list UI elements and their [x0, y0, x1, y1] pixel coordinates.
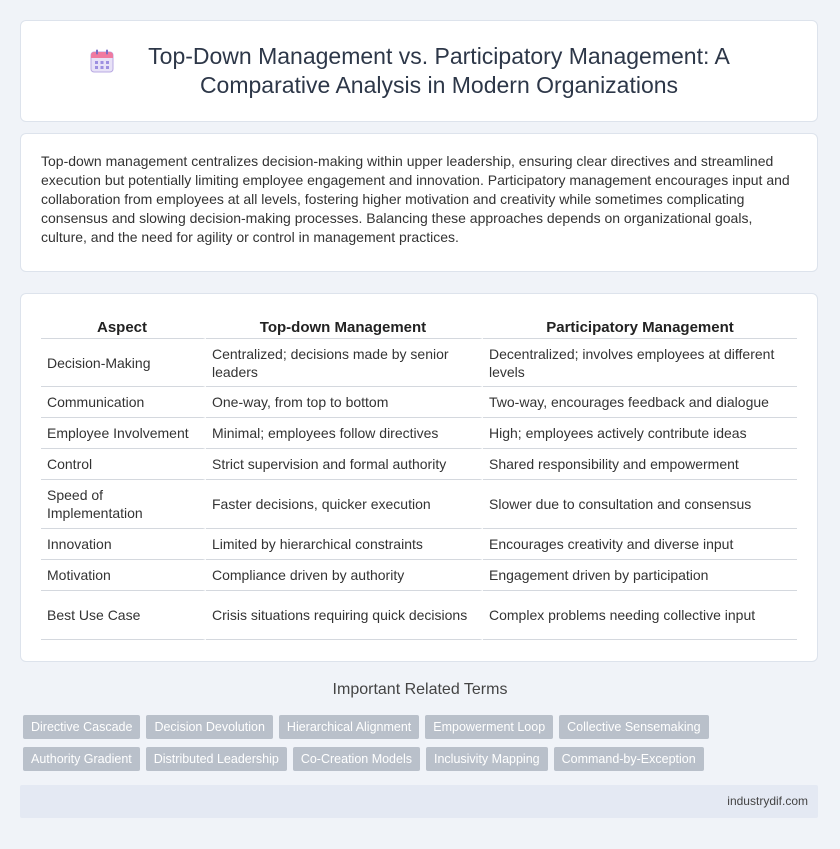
footer-site: industrydif.com	[727, 794, 808, 808]
cell-participatory: Shared responsibility and empowerment	[483, 449, 797, 480]
title-wrap	[89, 42, 749, 100]
intro-paragraph: Top-down management centralizes decision-making within upper leadership, ensuring clear directives and streamlined execution but potentially limiting employee engagement and innovation. Participatory management encourages input and collaboration from employees at all levels, fostering higher motivation and creativity while sometimes complicating consensus and slowing decision-making processes. Balancing these approaches depends on organizational goals, culture, and the need for agility or control in management practices.	[41, 153, 790, 245]
related-term-tag[interactable]: Inclusivity Mapping	[426, 747, 548, 771]
table-row	[41, 560, 797, 591]
table-row	[41, 418, 797, 449]
related-term-tag[interactable]: Co-Creation Models	[293, 747, 420, 771]
intro-card	[20, 133, 818, 272]
title-card	[20, 20, 818, 122]
footer	[20, 785, 818, 818]
cell-top-down: Minimal; employees follow directives	[206, 418, 483, 449]
cell-top-down: Compliance driven by authority	[206, 560, 483, 591]
table-row	[41, 480, 797, 529]
cell-aspect: Communication	[41, 387, 206, 418]
related-term-tag[interactable]: Command-by-Exception	[554, 747, 704, 771]
header-aspect: Aspect	[41, 317, 206, 339]
comparison-card	[20, 293, 818, 662]
page-title: Top-Down Management vs. Participatory Management: A Comparative Analysis in Modern Organizations	[148, 43, 730, 98]
cell-participatory: Decentralized; involves employees at different levels	[483, 339, 797, 387]
comparison-table	[41, 317, 797, 640]
table-row	[41, 339, 797, 387]
table-row	[41, 529, 797, 560]
cell-top-down: Crisis situations requiring quick decisions	[206, 591, 483, 640]
related-term-tag[interactable]: Distributed Leadership	[146, 747, 287, 771]
table-row	[41, 591, 797, 640]
table-row	[41, 449, 797, 480]
header-participatory: Participatory Management	[483, 317, 797, 339]
cell-top-down: Faster decisions, quicker execution	[206, 480, 483, 529]
cell-top-down: Limited by hierarchical constraints	[206, 529, 483, 560]
related-term-tag[interactable]: Authority Gradient	[23, 747, 140, 771]
cell-participatory: Slower due to consultation and consensus	[483, 480, 797, 529]
cell-participatory: Engagement driven by participation	[483, 560, 797, 591]
header-top-down: Top-down Management	[206, 317, 483, 339]
related-term-tag[interactable]: Collective Sensemaking	[559, 715, 708, 739]
cell-aspect: Best Use Case	[41, 591, 206, 640]
related-term-tag[interactable]: Decision Devolution	[146, 715, 272, 739]
cell-aspect: Decision-Making	[41, 339, 206, 387]
cell-top-down: Strict supervision and formal authority	[206, 449, 483, 480]
related-terms-title: Important Related Terms	[332, 681, 508, 698]
cell-aspect: Motivation	[41, 560, 206, 591]
cell-participatory: Two-way, encourages feedback and dialogue	[483, 387, 797, 418]
table-header-row	[41, 317, 797, 339]
cell-participatory: Encourages creativity and diverse input	[483, 529, 797, 560]
related-term-tag[interactable]: Hierarchical Alignment	[279, 715, 419, 739]
cell-top-down: One-way, from top to bottom	[206, 387, 483, 418]
related-term-tag[interactable]: Directive Cascade	[23, 715, 140, 739]
table-row	[41, 387, 797, 418]
cell-participatory: High; employees actively contribute ideas	[483, 418, 797, 449]
related-term-tag[interactable]: Empowerment Loop	[425, 715, 553, 739]
cell-aspect: Innovation	[41, 529, 206, 560]
calendar-icon	[89, 48, 115, 74]
related-terms-list	[23, 715, 813, 779]
cell-aspect: Control	[41, 449, 206, 480]
cell-aspect: Employee Involvement	[41, 418, 206, 449]
cell-participatory: Complex problems needing collective input	[483, 591, 797, 640]
cell-top-down: Centralized; decisions made by senior leaders	[206, 339, 483, 387]
cell-aspect: Speed of Implementation	[41, 480, 206, 529]
